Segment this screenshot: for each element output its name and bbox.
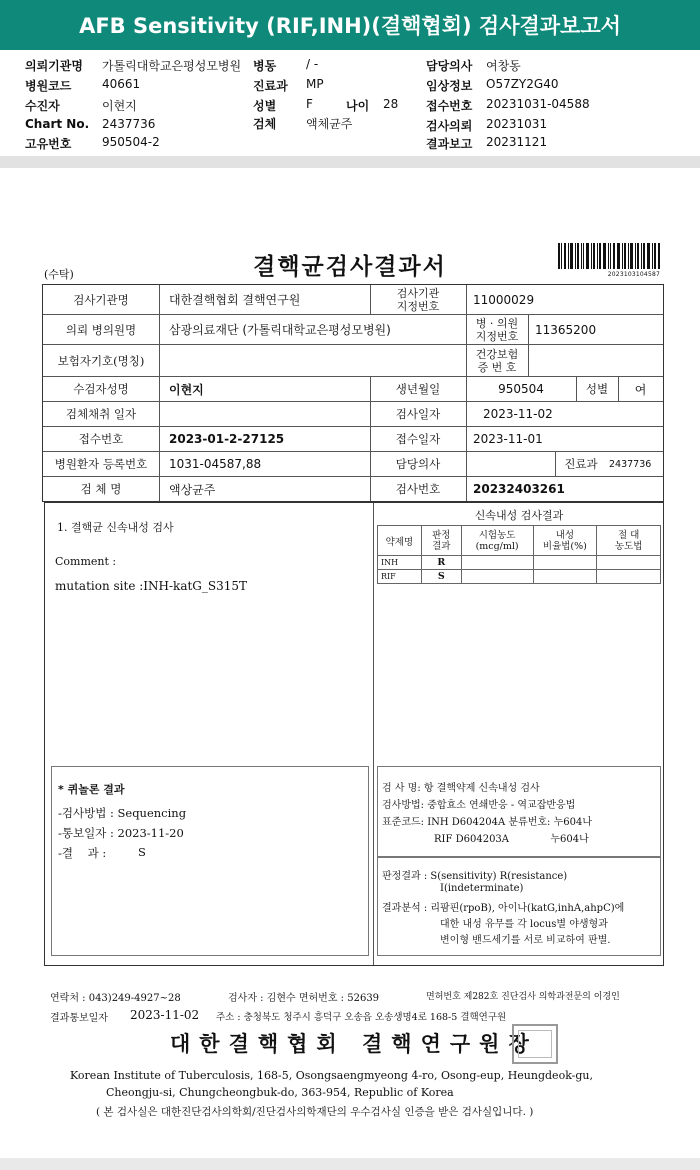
- panel-divider: [373, 503, 374, 965]
- chart-no-label: Chart No.: [25, 117, 90, 131]
- health-card-label: 건강보험 증 번 호: [475, 347, 519, 374]
- barcode-number: 2023103104587: [607, 271, 660, 278]
- doctor-value: 여창동: [486, 59, 521, 73]
- section-title: 1. 결핵균 신속내성 검사: [57, 521, 174, 534]
- address-english-2: Cheongju-si, Chungcheongbuk-do, 363-954, Republic of Korea: [106, 1086, 454, 1099]
- info-row: [43, 377, 663, 402]
- dept-value: MP: [306, 77, 324, 91]
- info-table: [42, 284, 664, 502]
- judgement-box: [377, 856, 661, 956]
- exam-code-1: 표준코드: INH D604204A 분류번호: 누604나: [382, 817, 592, 828]
- ratio-cell: [533, 570, 597, 584]
- test-date-label: 검사일자: [395, 407, 441, 421]
- accession-value: 20231031-04588: [486, 97, 590, 111]
- info-row: [43, 315, 663, 345]
- quinolone-method: -검사방법 : Sequencing: [58, 806, 187, 820]
- exam-designated-label: 검사기관 지정번호: [396, 286, 440, 313]
- info-row: [43, 285, 663, 315]
- inspector: 검사자 : 김현수 면허번호 : 52639: [228, 993, 380, 1004]
- info-row: [43, 427, 663, 452]
- reg-no-value: 1031-04587,88: [169, 457, 262, 471]
- doc-doctor-label: 담당의사: [395, 457, 441, 471]
- report-date-label: 결과보고: [426, 137, 473, 151]
- scanned-document: [0, 168, 700, 1158]
- quinolone-box: [51, 766, 369, 956]
- result-cell: S: [421, 570, 461, 584]
- clinical-info-value: O57ZY2G40: [486, 77, 559, 91]
- patient-label: 수진자: [25, 99, 60, 113]
- contact: 연락처 : 043)249-4927~28: [50, 993, 181, 1004]
- chart-no-value: 2437736: [102, 117, 156, 131]
- drug-cell: RIF: [378, 570, 422, 584]
- organization-name: 대한결핵협회 결핵연구원장: [170, 1031, 538, 1056]
- report-title-bar: [0, 0, 700, 50]
- exam-org-label: 검사기관명: [73, 292, 129, 307]
- drug-cell: INH: [378, 556, 422, 570]
- table-row: [378, 570, 661, 584]
- accept-no-value: 2023-01-2-27125: [169, 432, 285, 446]
- hospital-code-value: 40661: [102, 77, 141, 91]
- exam-code-2: RIF D604203A 누604나: [434, 834, 589, 845]
- conc-cell: [461, 556, 533, 570]
- request-date-label: 검사의뢰: [426, 119, 473, 133]
- judge-line-4: 대한 내성 유무를 각 locus별 야생형과: [440, 919, 608, 930]
- comment-label: Comment :: [55, 555, 117, 568]
- table-row: [378, 556, 661, 570]
- accept-date-label: 접수일자: [395, 432, 441, 446]
- ward-label: 병동: [253, 59, 277, 73]
- conc-cell: [461, 570, 533, 584]
- collect-label: 검체채취 일자: [65, 407, 137, 421]
- judge-line-5: 변이형 밴드세기를 서로 비교하여 판별.: [440, 935, 611, 946]
- sex-label: 성별: [253, 99, 277, 113]
- mutation-site: mutation site :INH-katG_S315T: [55, 579, 248, 593]
- doc-dept-value: 2437736: [609, 458, 652, 470]
- document-title: 결핵균검사결과서: [253, 254, 447, 280]
- hosp-designated-value: 11365200: [535, 322, 597, 337]
- col-abs: 절 대 농도법: [597, 526, 661, 556]
- hosp-designated-label: 병 · 의원 지정번호: [475, 316, 519, 343]
- exam-info-box: [377, 766, 661, 858]
- exam-no-label: 검사번호: [395, 482, 441, 496]
- specimen-name-value: 액상균주: [169, 482, 216, 497]
- col-conc: 시험농도 (mcg/ml): [461, 526, 533, 556]
- test-date-value: 2023-11-02: [483, 407, 553, 421]
- ward-value: / -: [306, 57, 319, 71]
- quinolone-result-value: S: [138, 845, 146, 859]
- ratio-cell: [533, 556, 597, 570]
- specimen-value: 액체균주: [306, 117, 353, 131]
- exam-org-value: 대한결핵협회 결핵연구원: [169, 293, 301, 307]
- reg-no-label: 병원환자 등록번호: [54, 457, 148, 471]
- req-hospital-label: 의뢰 병의원명: [65, 322, 137, 337]
- sex-value: F: [306, 97, 313, 111]
- specimen-name-label: 검 체 명: [80, 482, 122, 496]
- rapid-result-table: [377, 525, 661, 584]
- accession-label: 접수번호: [426, 99, 473, 113]
- report-date-label-doc: 결과통보일자: [50, 1013, 108, 1024]
- insurance-label: 보험자기호(명칭): [57, 353, 145, 368]
- info-row: [43, 345, 663, 377]
- result-box: [44, 502, 664, 966]
- judge-line-3: 결과분석 : 리팜핀(rpoB), 아이나(katG,inhA,ahpC)에: [382, 903, 625, 914]
- report-date-value: 20231121: [486, 135, 548, 149]
- patient-name-label: 수검자성명: [73, 382, 129, 396]
- address-english-1: Korean Institute of Tuberculosis, 168-5, Osongsaengmyeong 4-ro, Osong-eup, Heungdeok-gu,: [70, 1069, 594, 1082]
- specimen-label: 검체: [253, 117, 277, 131]
- abs-cell: [597, 570, 661, 584]
- unique-no-value: 950504-2: [102, 135, 160, 149]
- rapid-title: 신속내성 검사결과: [474, 509, 564, 522]
- official-seal: [512, 1024, 558, 1064]
- dept-label: 진료과: [253, 79, 288, 93]
- exam-designated-value: 11000029: [473, 292, 535, 307]
- patient-value: 이현지: [102, 99, 137, 113]
- birth-value: 950504: [498, 382, 544, 396]
- sex-label-doc: 성별: [585, 382, 609, 396]
- exam-no-value: 20232403261: [473, 482, 565, 496]
- sex-value-doc: 여: [634, 382, 647, 397]
- col-ratio: 내성 비율법(%): [533, 526, 597, 556]
- report-header: [0, 50, 700, 156]
- unique-no-label: 고유번호: [25, 137, 72, 151]
- hospital-value: 가톨릭대학교은평성모병원: [102, 59, 242, 73]
- age-label: 나이: [346, 99, 370, 113]
- doc-dept-label: 진료과: [564, 457, 598, 471]
- result-cell: R: [421, 556, 461, 570]
- judge-line-1: 판정결과 : S(sensitivity) R(resistance): [382, 871, 568, 882]
- report-title: AFB Sensitivity (RIF,INH)(결핵협회) 검사결과보고서: [79, 14, 621, 38]
- exam-method: 검사방법: 중합효소 연쇄반응 - 역교잡반응법: [382, 800, 576, 811]
- hospital-code-label: 병원코드: [25, 79, 72, 93]
- judge-line-2: I(indeterminate): [440, 883, 524, 894]
- address-korean: 주소 : 충청북도 청주시 흥덕구 오송읍 오송생명4로 168-5 결핵연구원: [216, 1012, 507, 1023]
- receipt-mark: (수탁): [44, 268, 74, 281]
- birth-label: 생년월일: [395, 382, 441, 396]
- patient-name-value: 이현지: [169, 382, 204, 397]
- separator: [0, 156, 700, 168]
- request-date-value: 20231031: [486, 117, 548, 131]
- table-header-row: [378, 526, 661, 556]
- clinical-info-label: 임상정보: [426, 79, 473, 93]
- specialist-license: 면허번호 제282호 진단검사 의학과전문의 이경인: [426, 992, 620, 1002]
- certification-note: ( 본 검사실은 대한진단검사의학회/진단검사의학재단의 우수검사실 인증을 받은 검사실입니다. ): [96, 1106, 534, 1118]
- age-value: 28: [383, 97, 399, 111]
- abs-cell: [597, 556, 661, 570]
- hospital-label: 의뢰기관명: [25, 59, 83, 73]
- exam-name: 검 사 명: 항 결핵약제 신속내성 검사: [382, 783, 540, 794]
- report-date-value-doc: 2023-11-02: [130, 1008, 200, 1022]
- col-judge: 판정 결과: [421, 526, 461, 556]
- quinolone-report-date: -통보일자 : 2023-11-20: [58, 826, 184, 840]
- barcode: [558, 243, 660, 269]
- accept-no-label: 접수번호: [78, 432, 124, 446]
- col-drug: 약제명: [378, 526, 422, 556]
- info-row: [43, 477, 663, 501]
- doctor-label: 담당의사: [426, 59, 473, 73]
- accept-date-value: 2023-11-01: [473, 432, 543, 446]
- req-hospital-value: 삼광의료재단 (가톨릭대학교은평성모병원): [169, 323, 391, 337]
- info-row: [43, 402, 663, 427]
- quinolone-result-label: -결 과 :: [58, 846, 107, 860]
- info-row: [43, 452, 663, 477]
- quinolone-title: * 퀴놀론 결과: [58, 783, 125, 796]
